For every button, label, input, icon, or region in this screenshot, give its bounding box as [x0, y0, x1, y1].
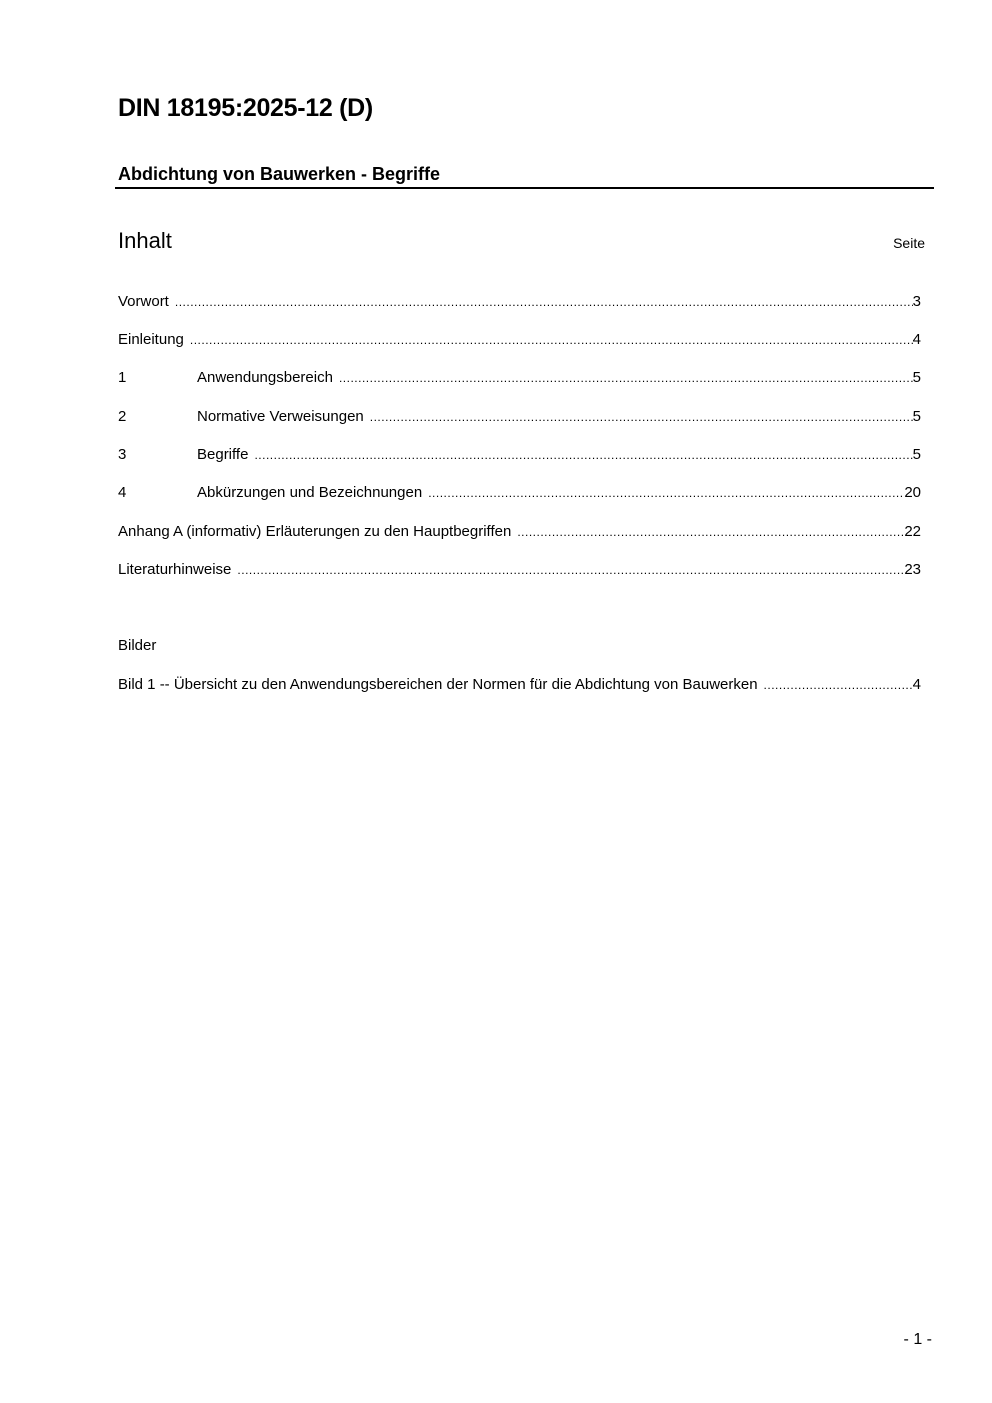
toc-leader	[764, 675, 913, 695]
toc-entry-label: Abkürzungen und Bezeichnungen	[197, 484, 423, 501]
title-rule	[115, 187, 934, 189]
toc-entry-page: 3	[912, 293, 921, 310]
toc-leader	[237, 560, 904, 580]
toc-entry-label: Normative Verweisungen	[197, 408, 364, 425]
toc-entry-label: Begriffe	[197, 446, 249, 463]
toc-entry-page: 20	[904, 484, 921, 501]
toc-entry-normative-verweisungen[interactable]	[118, 407, 921, 427]
figure-entry-page: 4	[912, 676, 921, 693]
toc-entry-number: 3	[118, 446, 127, 463]
toc-leader	[428, 483, 904, 503]
toc-entry-label: Vorwort	[118, 293, 169, 310]
toc-entry-number: 4	[118, 484, 127, 501]
toc-leader	[190, 330, 913, 350]
document-subtitle: Abdichtung von Bauwerken - Begriffe	[118, 164, 441, 184]
toc-entry-page: 5	[912, 369, 921, 386]
toc-entry-label: Literaturhinweise	[118, 561, 232, 578]
toc-entry-abkuerzungen[interactable]	[118, 483, 921, 503]
toc-entry-label: Einleitung	[118, 331, 184, 348]
toc-entry-number: 1	[118, 369, 127, 386]
toc-entry-begriffe[interactable]	[118, 445, 921, 465]
toc-entry-anwendungsbereich[interactable]	[118, 368, 921, 388]
toc-heading: Inhalt	[118, 228, 172, 253]
toc-leader	[254, 445, 912, 465]
figures-heading: Bilder	[118, 637, 157, 654]
toc-entry-page: 5	[912, 408, 921, 425]
figure-entry-label: Bild 1 -- Übersicht zu den Anwendungsbereichen der Normen für die Abdichtung von Bauwerken	[118, 676, 758, 693]
page-column-label: Seite	[893, 235, 925, 251]
toc-entry-page: 4	[912, 331, 921, 348]
toc-entry-number: 2	[118, 408, 127, 425]
page-number: - 1 -	[903, 1331, 932, 1348]
toc-entry-einleitung[interactable]	[118, 330, 921, 350]
toc-leader	[175, 292, 913, 312]
toc-entry-vorwort[interactable]	[118, 292, 921, 312]
toc-leader	[339, 368, 913, 388]
toc-entry-label: Anwendungsbereich	[197, 369, 333, 386]
toc-entry-page: 5	[912, 446, 921, 463]
figure-entry-bild-1[interactable]	[118, 675, 921, 695]
toc-leader	[370, 407, 913, 427]
toc-leader	[517, 522, 904, 542]
toc-entry-page: 22	[904, 523, 921, 540]
toc-entry-anhang-a[interactable]	[118, 522, 921, 542]
toc-entry-page: 23	[904, 561, 921, 578]
toc-entry-label: Anhang A (informativ) Erläuterungen zu den Hauptbegriffen	[118, 523, 512, 540]
toc-entry-literaturhinweise[interactable]	[118, 560, 921, 580]
document-number: DIN 18195:2025-12 (D)	[118, 94, 373, 122]
